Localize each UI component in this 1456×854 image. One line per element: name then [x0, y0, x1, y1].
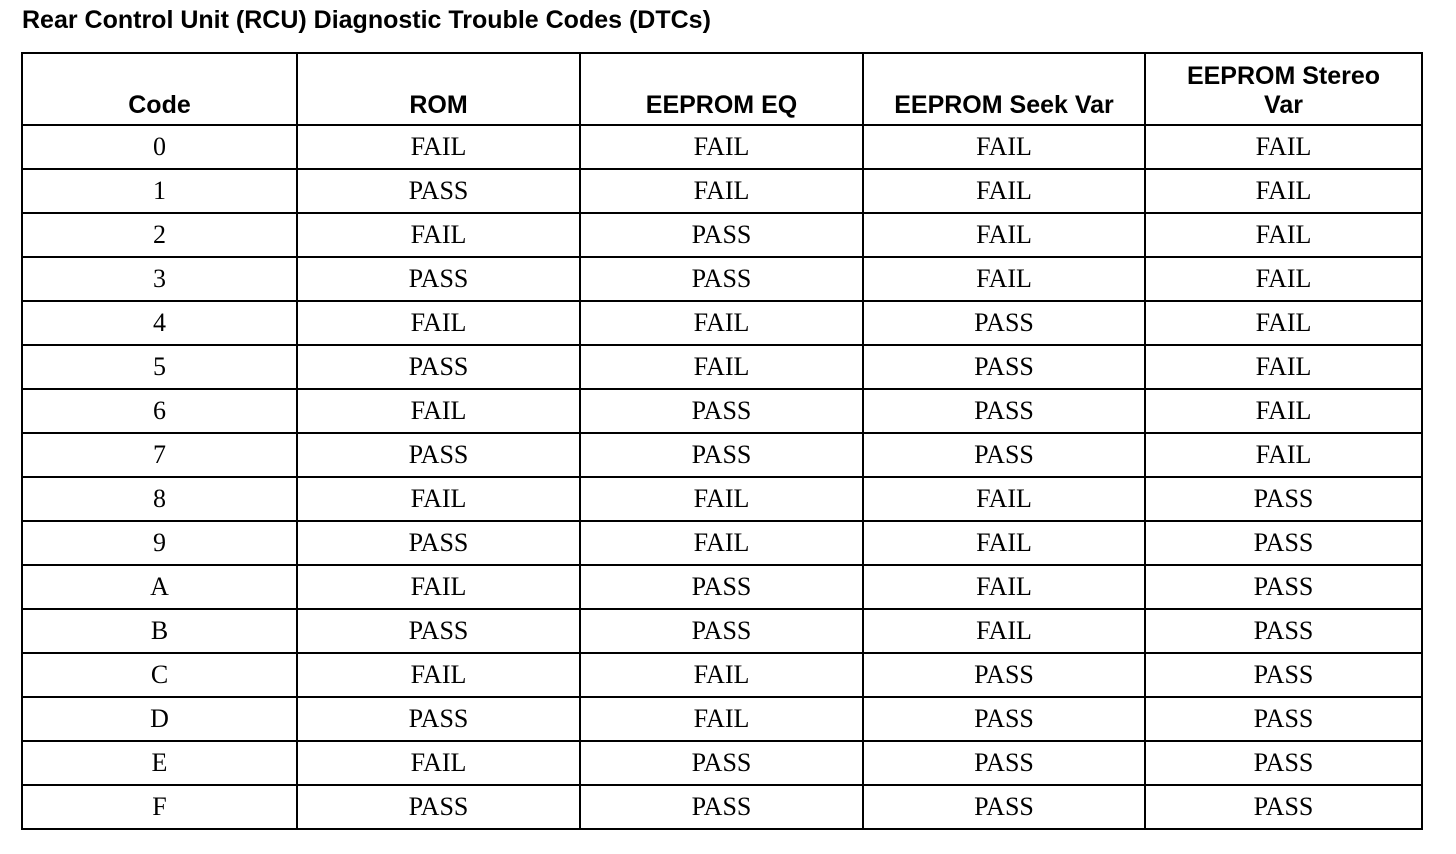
cell-eeprom-eq: PASS [580, 389, 863, 433]
column-header-code: Code [22, 53, 297, 125]
cell-eeprom-seek-var: FAIL [863, 125, 1145, 169]
table-row [22, 477, 1422, 521]
cell-eeprom-seek-var: PASS [863, 301, 1145, 345]
cell-code: 4 [22, 301, 297, 345]
cell-rom: FAIL [297, 477, 580, 521]
dtc-table [21, 52, 1423, 830]
cell-eeprom-stereo-var: PASS [1145, 785, 1422, 829]
cell-rom: PASS [297, 697, 580, 741]
cell-rom: FAIL [297, 301, 580, 345]
column-header-eeprom-stereo-var-label: EEPROM Stereo Var [1186, 62, 1381, 119]
cell-eeprom-eq: FAIL [580, 169, 863, 213]
cell-code: 6 [22, 389, 297, 433]
cell-eeprom-stereo-var: FAIL [1145, 345, 1422, 389]
cell-rom: PASS [297, 521, 580, 565]
cell-eeprom-stereo-var: PASS [1145, 653, 1422, 697]
cell-eeprom-stereo-var: PASS [1145, 609, 1422, 653]
cell-code: 1 [22, 169, 297, 213]
cell-eeprom-eq: PASS [580, 609, 863, 653]
cell-code: 3 [22, 257, 297, 301]
cell-eeprom-seek-var: FAIL [863, 477, 1145, 521]
cell-code: 2 [22, 213, 297, 257]
cell-eeprom-eq: PASS [580, 785, 863, 829]
cell-rom: PASS [297, 345, 580, 389]
cell-eeprom-stereo-var: FAIL [1145, 301, 1422, 345]
cell-eeprom-stereo-var: FAIL [1145, 125, 1422, 169]
cell-eeprom-seek-var: FAIL [863, 169, 1145, 213]
cell-eeprom-eq: PASS [580, 565, 863, 609]
table-row [22, 521, 1422, 565]
page-title: Rear Control Unit (RCU) Diagnostic Trouble Codes (DTCs) [22, 6, 711, 34]
cell-eeprom-stereo-var: PASS [1145, 741, 1422, 785]
cell-eeprom-seek-var: PASS [863, 785, 1145, 829]
table-row [22, 345, 1422, 389]
cell-eeprom-seek-var: PASS [863, 433, 1145, 477]
cell-eeprom-seek-var: FAIL [863, 565, 1145, 609]
cell-eeprom-eq: FAIL [580, 477, 863, 521]
table-row [22, 741, 1422, 785]
table-body [22, 125, 1422, 829]
column-header-eeprom-stereo-var [1145, 53, 1422, 125]
cell-eeprom-stereo-var: PASS [1145, 565, 1422, 609]
cell-eeprom-eq: FAIL [580, 697, 863, 741]
cell-eeprom-stereo-var: PASS [1145, 477, 1422, 521]
cell-code: D [22, 697, 297, 741]
column-header-eeprom-eq: EEPROM EQ [580, 53, 863, 125]
table-row [22, 653, 1422, 697]
table-row [22, 257, 1422, 301]
cell-eeprom-seek-var: PASS [863, 741, 1145, 785]
cell-rom: PASS [297, 785, 580, 829]
cell-code: 7 [22, 433, 297, 477]
cell-eeprom-stereo-var: FAIL [1145, 433, 1422, 477]
cell-eeprom-seek-var: PASS [863, 389, 1145, 433]
table-row [22, 301, 1422, 345]
table-header-row [22, 53, 1422, 125]
cell-rom: PASS [297, 257, 580, 301]
cell-eeprom-eq: PASS [580, 433, 863, 477]
cell-eeprom-eq: FAIL [580, 301, 863, 345]
cell-eeprom-eq: FAIL [580, 653, 863, 697]
cell-eeprom-eq: PASS [580, 213, 863, 257]
column-header-rom: ROM [297, 53, 580, 125]
cell-eeprom-seek-var: FAIL [863, 213, 1145, 257]
cell-eeprom-eq: PASS [580, 257, 863, 301]
cell-rom: PASS [297, 433, 580, 477]
cell-rom: FAIL [297, 213, 580, 257]
cell-eeprom-stereo-var: PASS [1145, 697, 1422, 741]
cell-eeprom-stereo-var: FAIL [1145, 257, 1422, 301]
cell-eeprom-eq: PASS [580, 741, 863, 785]
column-header-eeprom-seek-var: EEPROM Seek Var [863, 53, 1145, 125]
cell-eeprom-stereo-var: FAIL [1145, 389, 1422, 433]
table-row [22, 213, 1422, 257]
cell-eeprom-eq: FAIL [580, 521, 863, 565]
cell-eeprom-seek-var: FAIL [863, 257, 1145, 301]
cell-code: 5 [22, 345, 297, 389]
cell-rom: PASS [297, 609, 580, 653]
table-row [22, 609, 1422, 653]
cell-rom: PASS [297, 169, 580, 213]
table-row [22, 785, 1422, 829]
cell-eeprom-eq: FAIL [580, 125, 863, 169]
cell-eeprom-stereo-var: FAIL [1145, 169, 1422, 213]
cell-eeprom-seek-var: FAIL [863, 609, 1145, 653]
cell-eeprom-stereo-var: FAIL [1145, 213, 1422, 257]
table-row [22, 389, 1422, 433]
table-row [22, 125, 1422, 169]
cell-eeprom-stereo-var: PASS [1145, 521, 1422, 565]
cell-code: E [22, 741, 297, 785]
cell-rom: FAIL [297, 125, 580, 169]
cell-rom: FAIL [297, 653, 580, 697]
cell-code: 9 [22, 521, 297, 565]
cell-code: 0 [22, 125, 297, 169]
table-row [22, 169, 1422, 213]
cell-code: F [22, 785, 297, 829]
cell-eeprom-seek-var: FAIL [863, 521, 1145, 565]
cell-rom: FAIL [297, 565, 580, 609]
table-row [22, 697, 1422, 741]
table-row [22, 433, 1422, 477]
cell-eeprom-seek-var: PASS [863, 345, 1145, 389]
cell-code: A [22, 565, 297, 609]
table-row [22, 565, 1422, 609]
cell-rom: FAIL [297, 389, 580, 433]
cell-eeprom-seek-var: PASS [863, 653, 1145, 697]
cell-eeprom-seek-var: PASS [863, 697, 1145, 741]
cell-rom: FAIL [297, 741, 580, 785]
cell-code: 8 [22, 477, 297, 521]
cell-code: B [22, 609, 297, 653]
cell-code: C [22, 653, 297, 697]
cell-eeprom-eq: FAIL [580, 345, 863, 389]
